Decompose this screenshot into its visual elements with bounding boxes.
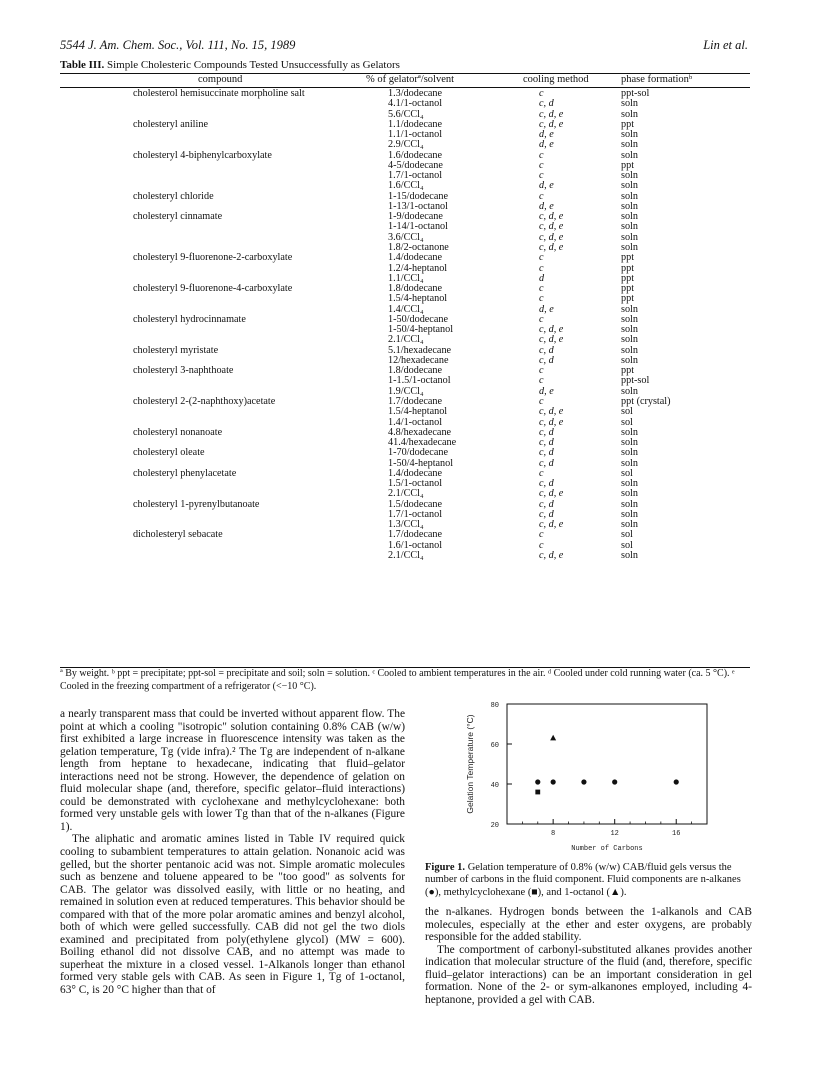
cell-cooling-method: c, d, e <box>539 231 564 243</box>
cell-phase-formation: sol <box>621 529 633 541</box>
cell-gelator-solvent: 2.9/CCl₄ <box>388 139 424 151</box>
x-axis-label: Number of Carbons <box>571 845 643 853</box>
paragraph: the n-alkanes. Hydrogen bonds between the 1-alkanols and CAB molecules, especially at the ether and ester oxygens, are probably responsible for the added stability. <box>425 906 752 944</box>
cell-cooling-method: c <box>539 262 544 274</box>
cell-gelator-solvent: 1-50/4-heptanol <box>388 457 454 469</box>
cell-cooling-method: d, e <box>539 129 554 141</box>
cell-gelator-solvent: 1.4/dodecane <box>388 252 443 264</box>
cell-cooling-method: c, d, e <box>539 118 564 130</box>
cell-cooling-method: c, d <box>539 98 554 110</box>
cell-cooling-method: c, d, e <box>539 488 564 500</box>
cell-gelator-solvent: 1.8/2-octanone <box>388 241 449 253</box>
cell-gelator-solvent: 1-9/dodecane <box>388 211 443 223</box>
column-header-compound: compound <box>198 74 243 85</box>
cell-gelator-solvent: 2.1/CCl₄ <box>388 549 424 561</box>
cell-phase-formation: soln <box>621 139 638 151</box>
cell-phase-formation: soln <box>621 344 638 356</box>
cell-phase-formation: soln <box>621 457 638 469</box>
cell-gelator-solvent: 1.3/dodecane <box>388 88 443 99</box>
figure-label: Figure 1. <box>425 862 466 873</box>
cell-gelator-solvent: 1.7/dodecane <box>388 395 443 407</box>
cell-cooling-method: c, d <box>539 426 554 438</box>
cell-phase-formation: soln <box>621 303 638 315</box>
cell-compound: cholesteryl chloride <box>133 190 214 202</box>
cell-cooling-method: d, e <box>539 139 554 151</box>
cell-cooling-method: c, d, e <box>539 211 564 223</box>
table-caption: Simple Cholesteric Compounds Tested Unsuccessfully as Gelators <box>106 59 400 71</box>
cell-phase-formation: sol <box>621 539 633 551</box>
cell-phase-formation: soln <box>621 324 638 336</box>
cell-compound: cholesteryl cinnamate <box>133 211 223 223</box>
cell-cooling-method: c, d, e <box>539 334 564 346</box>
cell-phase-formation: soln <box>621 508 638 520</box>
y-tick-label: 80 <box>490 702 499 710</box>
cell-phase-formation: soln <box>621 190 638 202</box>
table-column-headers <box>60 74 750 87</box>
cell-gelator-solvent: 1-14/1-octanol <box>388 221 448 233</box>
cell-compound: cholesteryl 2-(2-naphthoxy)acetate <box>133 395 276 407</box>
cell-phase-formation: soln <box>621 478 638 490</box>
cell-cooling-method: c <box>539 170 544 182</box>
running-header-citation: 5544 J. Am. Chem. Soc., Vol. 111, No. 15, 1989 <box>60 38 296 52</box>
table-title <box>60 59 400 71</box>
cell-gelator-solvent: 1.5/dodecane <box>388 498 443 510</box>
cell-gelator-solvent: 1-15/dodecane <box>388 190 448 202</box>
cell-phase-formation: soln <box>621 498 638 510</box>
cell-phase-formation: ppt <box>621 293 635 305</box>
cell-gelator-solvent: 2.1/CCl₄ <box>388 334 424 346</box>
cell-phase-formation: soln <box>621 426 638 438</box>
cell-gelator-solvent: 1.6/CCl₄ <box>388 180 424 192</box>
table-row <box>60 99 750 109</box>
table-footnote: ª By weight. ᵇ ppt = precipitate; ppt-sol = precipitate and soil; soln = solution. ᶜ Cooled to ambient temperatures in the air. ᵈ Cooled under cold running water (ca. 5 °C). ᵉ Cooled in the freezing compartment of a refrigerator (<−10 °C). <box>60 668 735 692</box>
figure-caption-text: Gelation temperature of 0.8% (w/w) CAB/fluid gels versus the number of carbons in the fluid component. Fluid components are n-alkanes (●), methylcyclohexane (■), and 1-octanol (▲). <box>425 862 741 898</box>
x-tick-label: 16 <box>672 830 681 838</box>
cell-cooling-method: c, d <box>539 457 554 469</box>
cell-compound: cholesteryl oleate <box>133 447 205 459</box>
cell-cooling-method: c <box>539 283 544 295</box>
cell-gelator-solvent: 1.1/1-octanol <box>388 129 443 141</box>
cell-cooling-method: c <box>539 395 544 407</box>
cell-gelator-solvent: 1.8/dodecane <box>388 283 443 295</box>
table-row <box>60 253 750 263</box>
cell-phase-formation: soln <box>621 488 638 500</box>
cell-phase-formation: soln <box>621 447 638 459</box>
cell-cooling-method: c, d <box>539 354 554 366</box>
cell-cooling-method: c <box>539 467 544 479</box>
cell-phase-formation: soln <box>621 437 638 449</box>
cell-cooling-method: c <box>539 375 544 387</box>
cell-gelator-solvent: 4.1/1-octanol <box>388 98 443 110</box>
cell-phase-formation: ppt <box>621 262 635 274</box>
gelation-temperature-chart <box>440 700 715 860</box>
cell-cooling-method: c <box>539 539 544 551</box>
cell-gelator-solvent: 5.1/hexadecane <box>388 344 452 356</box>
cell-phase-formation: sol <box>621 467 633 479</box>
cell-gelator-solvent: 1-13/1-octanol <box>388 200 448 212</box>
cell-compound: cholesteryl 9-fluorenone-4-carboxylate <box>133 283 293 295</box>
column-header-gelator-solvent: % of gelatorª/solvent <box>366 74 455 85</box>
cell-phase-formation: sol <box>621 416 633 428</box>
cell-gelator-solvent: 4.8/hexadecane <box>388 426 452 438</box>
cell-cooling-method: c <box>539 88 544 99</box>
cell-cooling-method: d <box>539 272 545 284</box>
cell-cooling-method: c, d <box>539 498 554 510</box>
cell-phase-formation: ppt <box>621 365 635 377</box>
cell-gelator-solvent: 1.5/1-octanol <box>388 478 443 490</box>
cell-gelator-solvent: 1.1/dodecane <box>388 118 443 130</box>
cell-compound: cholesteryl aniline <box>133 118 208 130</box>
y-tick-label: 40 <box>490 782 499 790</box>
n-alkane-point <box>612 779 617 784</box>
cell-phase-formation: ppt <box>621 252 635 264</box>
cell-gelator-solvent: 1.6/1-octanol <box>388 539 443 551</box>
n-alkane-point <box>535 779 540 784</box>
paragraph: The comportment of carbonyl-substituted alkanes provides another indication that molecular structure of the fluid (and, therefore, specific fluid–gelator interactions) can be an important consideration in gel formation. None of the 2- or sym-alkanones employed, including 4-heptanone, provided a gel with CAB. <box>425 943 752 1006</box>
cell-compound: cholesteryl 4-biphenylcarboxylate <box>133 149 272 161</box>
cell-compound: cholesteryl phenylacetate <box>133 467 237 479</box>
cell-cooling-method: c, d <box>539 508 554 520</box>
cell-phase-formation: ppt <box>621 272 635 284</box>
cell-cooling-method: d, e <box>539 303 554 315</box>
cell-compound: cholesteryl 1-pyrenylbutanoate <box>133 498 260 510</box>
y-tick-label: 20 <box>490 822 499 830</box>
y-tick-label: 60 <box>490 742 499 750</box>
cell-gelator-solvent: 1.7/1-octanol <box>388 170 443 182</box>
cell-phase-formation: soln <box>621 211 638 223</box>
cell-cooling-method: c <box>539 149 544 161</box>
cell-gelator-solvent: 1.5/4-heptanol <box>388 293 448 305</box>
cell-gelator-solvent: 1.9/CCl₄ <box>388 385 424 397</box>
cell-phase-formation: soln <box>621 221 638 233</box>
cell-cooling-method: c, d, e <box>539 324 564 336</box>
cell-gelator-solvent: 1-1.5/1-octanol <box>388 375 451 387</box>
cell-cooling-method: c, d, e <box>539 241 564 253</box>
cell-cooling-method: c, d, e <box>539 108 564 120</box>
left-text-column <box>60 708 405 997</box>
column-header-phase-formation: phase formationᵇ <box>621 74 693 85</box>
cell-gelator-solvent: 3.6/CCl₄ <box>388 231 424 243</box>
cell-phase-formation: soln <box>621 334 638 346</box>
cell-compound: cholesteryl myristate <box>133 344 219 356</box>
cell-compound: dicholesteryl sebacate <box>133 529 223 541</box>
plot-frame <box>507 704 707 824</box>
cell-cooling-method: c, d <box>539 437 554 449</box>
table-body <box>60 89 750 561</box>
cell-gelator-solvent: 1-50/dodecane <box>388 313 448 325</box>
cell-phase-formation: soln <box>621 241 638 253</box>
cell-cooling-method: c <box>539 529 544 541</box>
cell-gelator-solvent: 1-50/4-heptanol <box>388 324 454 336</box>
cell-cooling-method: c <box>539 313 544 325</box>
cell-gelator-solvent: 1-70/dodecane <box>388 447 448 459</box>
cell-gelator-solvent: 1.6/dodecane <box>388 149 443 161</box>
cell-gelator-solvent: 1.2/4-heptanol <box>388 262 448 274</box>
cell-phase-formation: soln <box>621 231 638 243</box>
cell-phase-formation: soln <box>621 129 638 141</box>
cell-cooling-method: c <box>539 293 544 305</box>
cell-phase-formation: ppt-sol <box>621 88 650 99</box>
cell-phase-formation: soln <box>621 180 638 192</box>
cell-phase-formation: soln <box>621 313 638 325</box>
cell-cooling-method: c, d, e <box>539 416 564 428</box>
cell-gelator-solvent: 1.3/CCl₄ <box>388 519 424 531</box>
methylcyclohexane-point <box>535 790 540 795</box>
cell-phase-formation: soln <box>621 108 638 120</box>
x-tick-label: 8 <box>551 830 556 838</box>
cell-gelator-solvent: 1.8/dodecane <box>388 365 443 377</box>
cell-compound: cholesteryl 9-fluorenone-2-carboxylate <box>133 252 293 264</box>
cell-gelator-solvent: 1.7/1-octanol <box>388 508 443 520</box>
figure-caption <box>425 862 752 899</box>
column-header-cooling-method: cooling method <box>523 74 589 85</box>
cell-compound: cholesteryl nonanoate <box>133 426 223 438</box>
cell-phase-formation: soln <box>621 549 638 561</box>
cell-gelator-solvent: 1.5/4-heptanol <box>388 406 448 418</box>
cell-phase-formation: sol <box>621 406 633 418</box>
cell-gelator-solvent: 1.7/dodecane <box>388 529 443 541</box>
n-alkane-point <box>674 779 679 784</box>
cell-gelator-solvent: 1.4/CCl₄ <box>388 303 424 315</box>
table-row <box>60 551 750 561</box>
cell-cooling-method: c, d <box>539 447 554 459</box>
paragraph: a nearly transparent mass that could be inverted without apparent flow. The point at which a cooling "isotropic" solution containing 0.8% CAB (w/w) first exhibited a large increase in fluorescence intensity was taken as the gelation temperature, Tg (vide infra).² The Tg are independent of n-alkane length from heptane to hexadecane, indicating that fluid–gelator interactions need not be strong. However, the dependence of gelation on fluid molecular shape (and, therefore, specific gelator–fluid interactions) could be demonstrated with cyclohexane and methylcyclohexane: both formed very unstable gels with lower Tg than that of the n-alkanes (Figure 1). <box>60 708 405 833</box>
cell-cooling-method: d, e <box>539 180 554 192</box>
right-text-column <box>425 906 752 1006</box>
cell-gelator-solvent: 41.4/hexadecane <box>388 437 457 449</box>
cell-phase-formation: ppt <box>621 159 635 171</box>
cell-compound: cholesterol hemisuccinate morpholine salt <box>133 88 305 99</box>
cell-cooling-method: d, e <box>539 200 554 212</box>
cell-gelator-solvent: 4-5/dodecane <box>388 159 443 171</box>
cell-phase-formation: soln <box>621 519 638 531</box>
cell-phase-formation: ppt <box>621 118 635 130</box>
cell-gelator-solvent: 1.4/dodecane <box>388 467 443 479</box>
cell-phase-formation: soln <box>621 200 638 212</box>
n-alkane-point <box>581 779 586 784</box>
cell-phase-formation: soln <box>621 98 638 110</box>
cell-phase-formation: ppt <box>621 283 635 295</box>
paragraph: The aliphatic and aromatic amines listed in Table IV required quick cooling to subambient temperatures to attain gelation. Nonanoic acid was gelled, but the shorter pentanoic acid was not. Simple aromatic molecules such as benzene and toluene appeared to be "too good" as solvents for CAB. The gelator was dissolved easily, with little or no heating, and remained in solution even at reduced temperatures. This behavior should be compared with that of the more polar aromatic amines and benzyl alcohol, both of which were gelled successfully. CAB did not gel the two diols examined and precipitated from poly(ethylene glycol) (MW = 600). Boiling ethanol did not dissolve CAB, and no attempt was made to superheat the mixture in a closed vessel. 1-Alkanols longer than ethanol formed very stable gels with CAB. As seen in Figure 1, Tg of 1-octanol, 63° C, is 20 °C higher than that of <box>60 833 405 997</box>
cell-phase-formation: ppt-sol <box>621 375 650 387</box>
cell-cooling-method: c, d, e <box>539 406 564 418</box>
cell-phase-formation: soln <box>621 354 638 366</box>
cell-cooling-method: c, d, e <box>539 221 564 233</box>
cell-cooling-method: c <box>539 159 544 171</box>
cell-phase-formation: soln <box>621 385 638 397</box>
n-alkane-point <box>551 779 556 784</box>
y-axis-label: Gelation Temperature (°C) <box>465 714 475 814</box>
cell-cooling-method: c <box>539 190 544 202</box>
cell-cooling-method: c, d <box>539 478 554 490</box>
cell-compound: cholesteryl hydrocinnamate <box>133 313 246 325</box>
cell-gelator-solvent: 2.1/CCl₄ <box>388 488 424 500</box>
cell-cooling-method: d, e <box>539 385 554 397</box>
table-row <box>60 407 750 417</box>
cell-cooling-method: c <box>539 252 544 264</box>
cell-phase-formation: soln <box>621 170 638 182</box>
cell-phase-formation: soln <box>621 149 638 161</box>
cell-gelator-solvent: 1.1/CCl₄ <box>388 272 424 284</box>
running-header-authors: Lin et al. <box>703 38 748 52</box>
cell-cooling-method: c, d <box>539 344 554 356</box>
x-tick-label: 12 <box>610 830 619 838</box>
cell-gelator-solvent: 5.6/CCl₄ <box>388 108 424 120</box>
1-octanol-point <box>550 735 556 741</box>
cell-compound: cholesteryl 3-naphthoate <box>133 365 234 377</box>
cell-cooling-method: c <box>539 365 544 377</box>
cell-phase-formation: ppt (crystal) <box>621 395 671 407</box>
cell-gelator-solvent: 12/hexadecane <box>388 354 449 366</box>
cell-cooling-method: c, d, e <box>539 519 564 531</box>
cell-cooling-method: c, d, e <box>539 549 564 561</box>
cell-gelator-solvent: 1.4/1-octanol <box>388 416 443 428</box>
table-label: Table III. <box>60 59 105 71</box>
